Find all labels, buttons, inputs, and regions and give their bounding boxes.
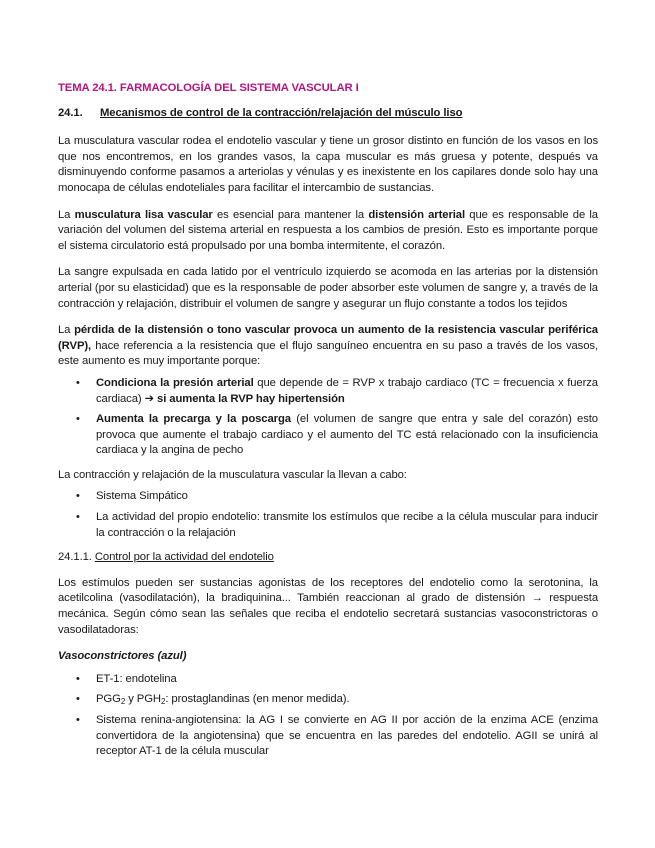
- subsection-number: 24.1.1.: [58, 551, 92, 564]
- list-item: [58, 510, 598, 541]
- section-title: Mecanismos de control de la contracción/relajación del músculo liso: [100, 106, 463, 119]
- paragraph-musculatura-lisa: [58, 208, 598, 255]
- list-item: [58, 412, 598, 459]
- bullet-icon: •: [76, 413, 80, 426]
- text-run: es esencial para mantener la: [212, 208, 369, 221]
- text-run: : prostaglandinas (en menor medida).: [165, 693, 350, 706]
- paragraph-musculatura: La musculatura vascular rodea el endotelio vascular y tiene un grosor distinto en función de los vasos en los que nos encontremos, en los grandes vasos, la capa muscular es más gruesa y potente, después va disminuyendo conforme pasamos a arteriolas y vénulas y es inexistente en los capilares donde solo hay una monocapa de células endoteliales para facilitar el intercambio de sustancias.: [58, 135, 598, 194]
- list-item: [58, 489, 598, 505]
- bold-term-musculatura-lisa: musculatura lisa vascular: [74, 208, 213, 221]
- bold-term-perdida-distension: pérdida de la distensión o tono vascular provoca un aumento de la resistencia vascular periférica (RVP),: [58, 324, 598, 352]
- arrow-icon: ➔: [144, 392, 154, 405]
- subsection-heading: [58, 550, 598, 566]
- list-item-text: La actividad del propio endotelio: transmite los estímulos que recibe a la célula muscular para inducir la contracción o la relajación: [96, 511, 598, 539]
- bullet-icon: •: [76, 511, 80, 524]
- text-run: que es responsable de la variación del volumen del sistema arterial en respuesta a los cambios de presión. Esto es importante porque el sistema circulatorio está propulsado por una bomba intermitente, el corazón.: [58, 208, 598, 252]
- bold-term-distension-arterial: distensión arterial: [368, 208, 466, 221]
- subscript: 2: [160, 697, 166, 707]
- section-number: 24.1.: [58, 106, 83, 119]
- bold-term: Aumenta la precarga y la poscarga: [96, 413, 291, 426]
- document-title: TEMA 24.1. FARMACOLOGÍA DEL SISTEMA VASCULAR I: [58, 82, 359, 94]
- text-run: hace referencia a la resistencia que el flujo sanguíneo encuentra en su paso a través de los vasos, este aumento es muy importante porque:: [58, 339, 598, 368]
- heading-vasoconstrictores: Vasoconstrictores (azul): [58, 650, 187, 663]
- paragraph-contraccion: La contracción y relajación de la musculatura vascular la llevan a cabo:: [58, 468, 407, 481]
- text-run: La: [58, 324, 75, 337]
- paragraph-estimulos: Los estímulos pueden ser sustancias agonistas de los receptores del endotelio como la serotonina, la acetilcolina (vasodilatación), la bradiquinina... También reaccionan al grado de distensión → respuesta mecánica. Según cómo sean las señales que reciba el endotelio secretará sustancias vasoconstrictoras o vasodilatadoras:: [58, 576, 598, 636]
- list-item-text: Sistema renina-angiotensina: la AG I se convierte en AG II por acción de la enzima ACE (enzima convertidora de la angiotensina) que se encuentra en las paredes del endotelio. AGII se unirá al receptor AT-1 de la célula muscular: [96, 714, 598, 758]
- paragraph-sangre-expulsada: La sangre expulsada en cada latido por el ventrículo izquierdo se acomoda en las arterias por la distensión arterial (por su elasticidad) que es la responsable de poder absorber este volumen de sangre y, a través de la contracción y relajación, distribuir el volumen de sangre y asegurar un flujo constante a todos los tejidos: [58, 266, 598, 310]
- text-run: y PGH: [125, 693, 161, 706]
- bullet-icon: •: [76, 490, 80, 503]
- bullet-icon: •: [76, 376, 80, 389]
- paragraph-perdida-distension: [58, 323, 598, 370]
- bullet-list-vasoconstrictores: [58, 672, 598, 760]
- list-item: [58, 692, 598, 708]
- list-item: [58, 376, 598, 407]
- document-content: [58, 81, 598, 769]
- list-item-text: Sistema Simpático: [96, 490, 188, 503]
- text-run: La: [58, 208, 75, 221]
- text-run: PGG: [96, 693, 121, 706]
- list-item: [58, 672, 598, 688]
- bullet-list-consecuencias: [58, 376, 598, 459]
- subscript: 2: [120, 697, 126, 707]
- bullet-list-mecanismos: [58, 489, 598, 541]
- text-run: (el volumen de sangre que entra y sale del corazón) esto provoca que aumente el trabajo cardiaco y el aumento del TC está relacionado con la insuficiencia cardiaca y la angina de pecho: [96, 413, 598, 457]
- text-run: que depende de = RVP x trabajo cardiaco (TC = frecuencia x fuerza cardiaca): [96, 376, 598, 405]
- subsection-title: Control por la actividad del endotelio: [94, 551, 274, 564]
- bold-term: Condiciona la presión arterial: [96, 376, 254, 389]
- bold-term: si aumenta la RVP hay hipertensión: [153, 392, 345, 405]
- bullet-icon: •: [76, 693, 80, 706]
- bullet-icon: •: [76, 714, 80, 726]
- list-item: [58, 713, 598, 760]
- section-heading: [58, 106, 598, 122]
- bullet-icon: •: [76, 672, 80, 685]
- list-item-text: ET-1: endotelina: [96, 672, 177, 685]
